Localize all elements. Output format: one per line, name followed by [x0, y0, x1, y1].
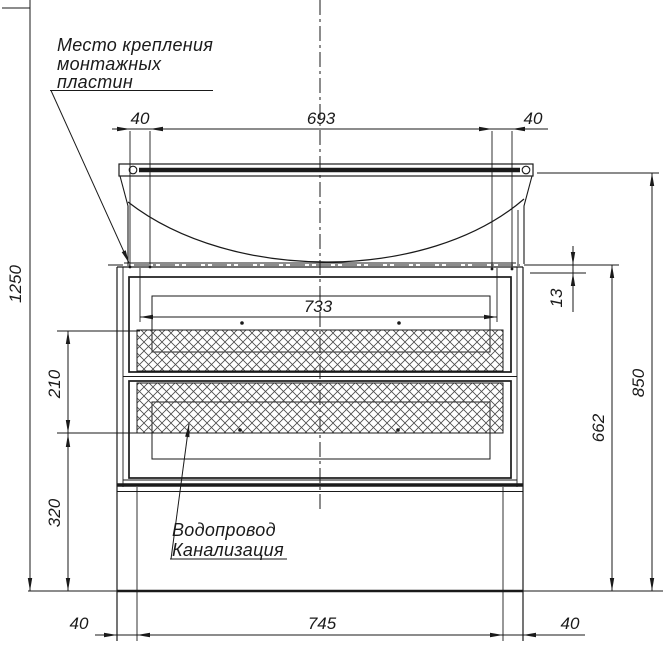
- dim-top-right: 40: [523, 109, 543, 128]
- mounting-note-line3: пластин: [57, 72, 134, 92]
- sink-right-wall: [524, 176, 532, 264]
- plumbing-note-line1: Водопровод: [172, 520, 276, 540]
- dim-basin-height: 850: [629, 368, 648, 398]
- dim-inner-width: 733: [303, 297, 333, 316]
- inner-width-dimension: [140, 268, 497, 322]
- rim-right-cap: [522, 166, 530, 174]
- mounting-note-line1: Место крепления: [57, 35, 214, 55]
- dim-bottom-right: 40: [560, 614, 580, 633]
- top-dimensions: [112, 109, 548, 270]
- dim-overall-height: 1250: [6, 265, 25, 303]
- sink-basin: [119, 164, 533, 264]
- mounting-note: [50, 35, 213, 263]
- dim-top-center: 693: [306, 109, 336, 128]
- bottom-dimensions: [70, 614, 585, 637]
- upper-mounting-plate-hatch: [137, 330, 503, 371]
- dim-countertop-gap: 13: [547, 288, 566, 308]
- dim-top-left: 40: [130, 109, 150, 128]
- right-dimensions: [528, 173, 659, 591]
- basin-curve: [128, 199, 524, 262]
- plumbing-note-line2: Канализация: [172, 540, 284, 560]
- dim-cabinet-height: 662: [589, 413, 608, 443]
- dim-bottom-clearance: 320: [45, 498, 64, 528]
- dim-bottom-center: 745: [307, 614, 337, 633]
- dim-bottom-left: 40: [69, 614, 89, 633]
- mounting-note-leader: [51, 91, 129, 264]
- lower-mounting-plate-hatch: [137, 383, 503, 433]
- mounting-note-line2: монтажных: [57, 54, 162, 74]
- dim-drawer-pitch: 210: [45, 369, 64, 399]
